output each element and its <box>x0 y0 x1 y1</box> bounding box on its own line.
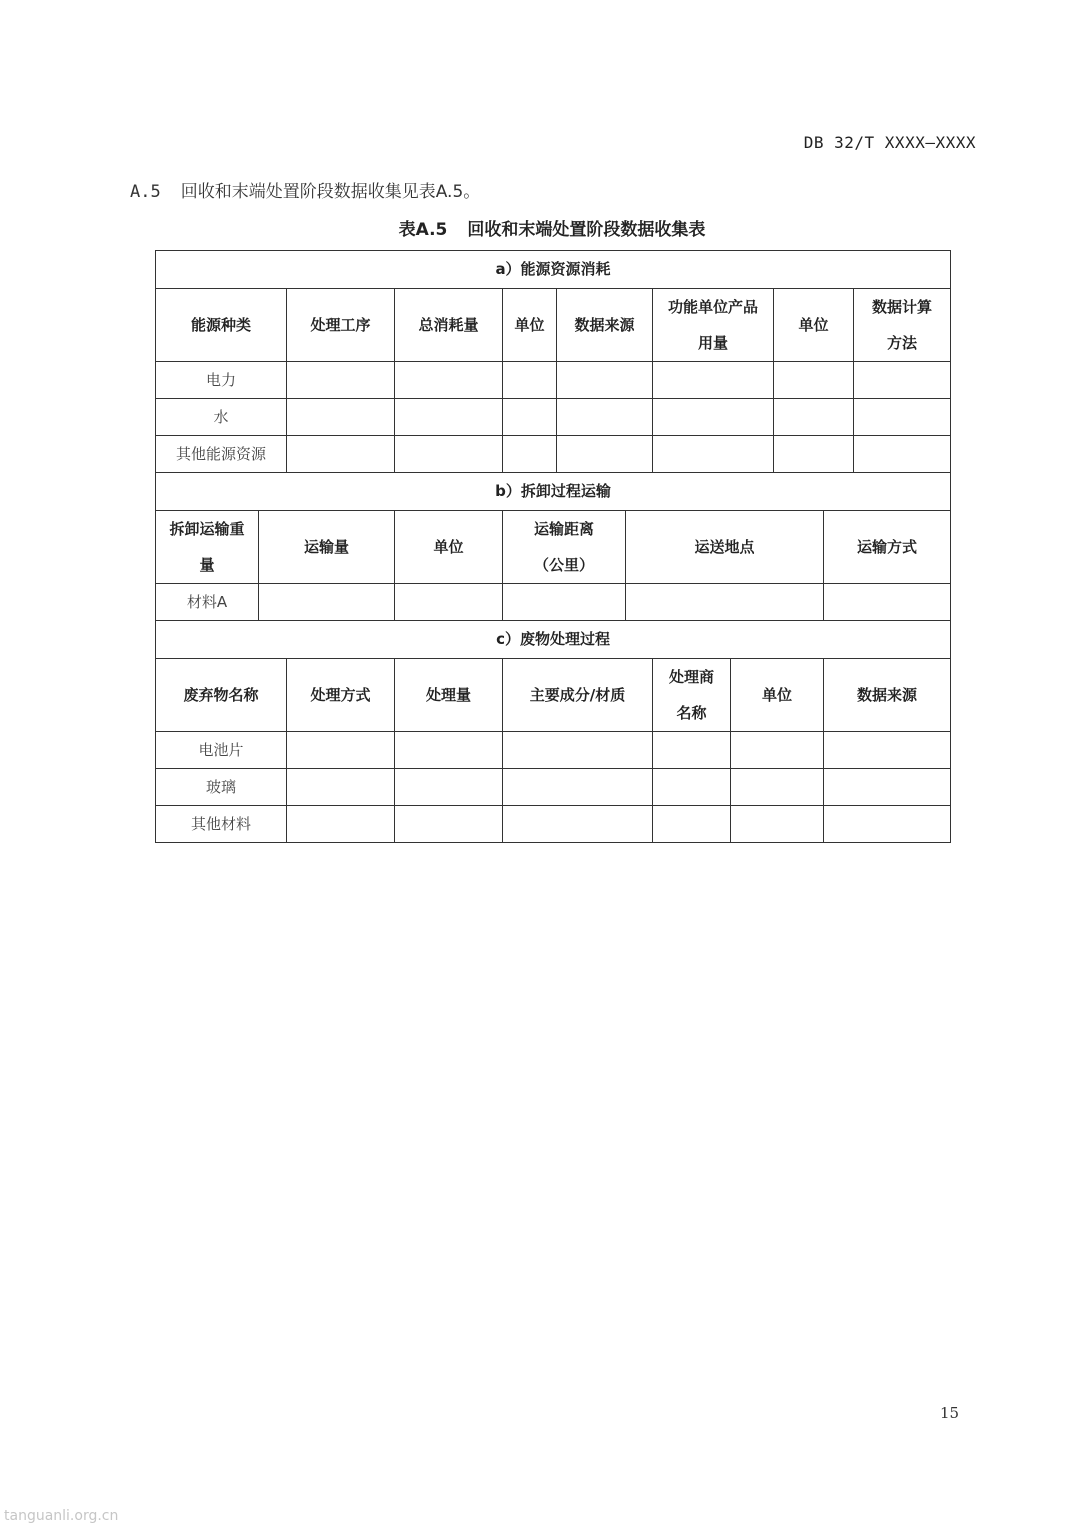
column-header: 运输量 <box>259 511 395 584</box>
empty-cell <box>824 732 951 769</box>
empty-cell <box>287 806 395 843</box>
table-row <box>156 769 951 806</box>
header-line: 方法 <box>886 334 917 352</box>
empty-cell <box>395 362 503 399</box>
header-line: 拆卸运输重 <box>169 520 245 538</box>
empty-cell <box>824 769 951 806</box>
empty-cell <box>503 732 653 769</box>
clause-a5 <box>130 177 480 202</box>
column-header: 主要成分/材质 <box>503 659 653 732</box>
empty-cell <box>854 362 951 399</box>
clause-number: A.5 <box>130 182 161 202</box>
column-header: 处理方式 <box>287 659 395 732</box>
column-header: 能源种类 <box>156 289 287 362</box>
empty-cell <box>287 769 395 806</box>
header-line: 功能单位产品 <box>667 298 758 316</box>
column-header: 处理工序 <box>287 289 395 362</box>
table-number: 表A.5 <box>398 220 448 240</box>
table-section-energy <box>155 250 951 473</box>
empty-cell <box>503 436 557 473</box>
empty-cell <box>731 806 824 843</box>
header-line: 处理商 <box>668 668 714 686</box>
empty-cell <box>653 806 731 843</box>
empty-cell <box>287 436 395 473</box>
empty-cell <box>653 769 731 806</box>
empty-cell <box>395 806 503 843</box>
table-row <box>156 732 951 769</box>
empty-cell <box>731 732 824 769</box>
empty-cell <box>503 584 626 621</box>
column-header: 数据来源 <box>557 289 653 362</box>
empty-cell <box>287 399 395 436</box>
empty-cell <box>287 362 395 399</box>
table-row <box>156 584 951 621</box>
empty-cell <box>653 436 774 473</box>
empty-cell <box>503 769 653 806</box>
row-label: 电池片 <box>156 732 287 769</box>
empty-cell <box>395 769 503 806</box>
column-header: 单位 <box>731 659 824 732</box>
header-line: 运输距离 <box>533 520 594 538</box>
header-line: 用量 <box>697 334 728 352</box>
row-label: 材料A <box>156 584 259 621</box>
empty-cell <box>854 399 951 436</box>
empty-cell <box>395 436 503 473</box>
table-row <box>156 362 951 399</box>
section-caption: a）能源资源消耗 <box>156 251 951 289</box>
page-number: 15 <box>940 1404 960 1422</box>
empty-cell <box>503 362 557 399</box>
row-label: 玻璃 <box>156 769 287 806</box>
empty-cell <box>731 769 824 806</box>
table-row <box>156 399 951 436</box>
column-header: 运送地点 <box>626 511 824 584</box>
column-header <box>653 659 731 732</box>
empty-cell <box>259 584 395 621</box>
row-label: 其他能源资源 <box>156 436 287 473</box>
empty-cell <box>557 436 653 473</box>
column-header: 单位 <box>774 289 854 362</box>
column-header <box>156 511 259 584</box>
column-header: 总消耗量 <box>395 289 503 362</box>
column-header <box>503 511 626 584</box>
column-header: 运输方式 <box>824 511 951 584</box>
empty-cell <box>503 806 653 843</box>
header-line: 数据计算 <box>871 298 932 316</box>
section-caption: c）废物处理过程 <box>156 621 951 659</box>
table-row <box>156 806 951 843</box>
empty-cell <box>395 399 503 436</box>
header-line: 量 <box>199 556 215 574</box>
table-row <box>156 436 951 473</box>
row-label: 其他材料 <box>156 806 287 843</box>
empty-cell <box>774 362 854 399</box>
column-header: 单位 <box>503 289 557 362</box>
header-line: 名称 <box>676 704 707 722</box>
empty-cell <box>503 399 557 436</box>
header-line: （公里） <box>533 556 594 574</box>
empty-cell <box>626 584 824 621</box>
column-header: 数据来源 <box>824 659 951 732</box>
empty-cell <box>653 399 774 436</box>
section-caption: b）拆卸过程运输 <box>156 473 951 511</box>
empty-cell <box>824 584 951 621</box>
empty-cell <box>774 399 854 436</box>
document-code: DB 32/T XXXX—XXXX <box>803 133 976 152</box>
column-header: 废弃物名称 <box>156 659 287 732</box>
row-label: 水 <box>156 399 287 436</box>
empty-cell <box>557 399 653 436</box>
empty-cell <box>395 732 503 769</box>
column-header <box>653 289 774 362</box>
empty-cell <box>774 436 854 473</box>
clause-text: 回收和末端处置阶段数据收集见表A.5。 <box>180 182 481 202</box>
row-label: 电力 <box>156 362 287 399</box>
empty-cell <box>854 436 951 473</box>
column-header: 处理量 <box>395 659 503 732</box>
empty-cell <box>824 806 951 843</box>
column-header: 单位 <box>395 511 503 584</box>
empty-cell <box>653 732 731 769</box>
empty-cell <box>287 732 395 769</box>
empty-cell <box>395 584 503 621</box>
empty-cell <box>557 362 653 399</box>
watermark-text: tanguanli.org.cn <box>4 1508 119 1524</box>
table-section-transport <box>155 472 951 621</box>
table-section-waste <box>155 620 951 843</box>
empty-cell <box>653 362 774 399</box>
table-title <box>0 215 1080 240</box>
table-title-text: 回收和末端处置阶段数据收集表 <box>467 220 706 240</box>
column-header <box>854 289 951 362</box>
